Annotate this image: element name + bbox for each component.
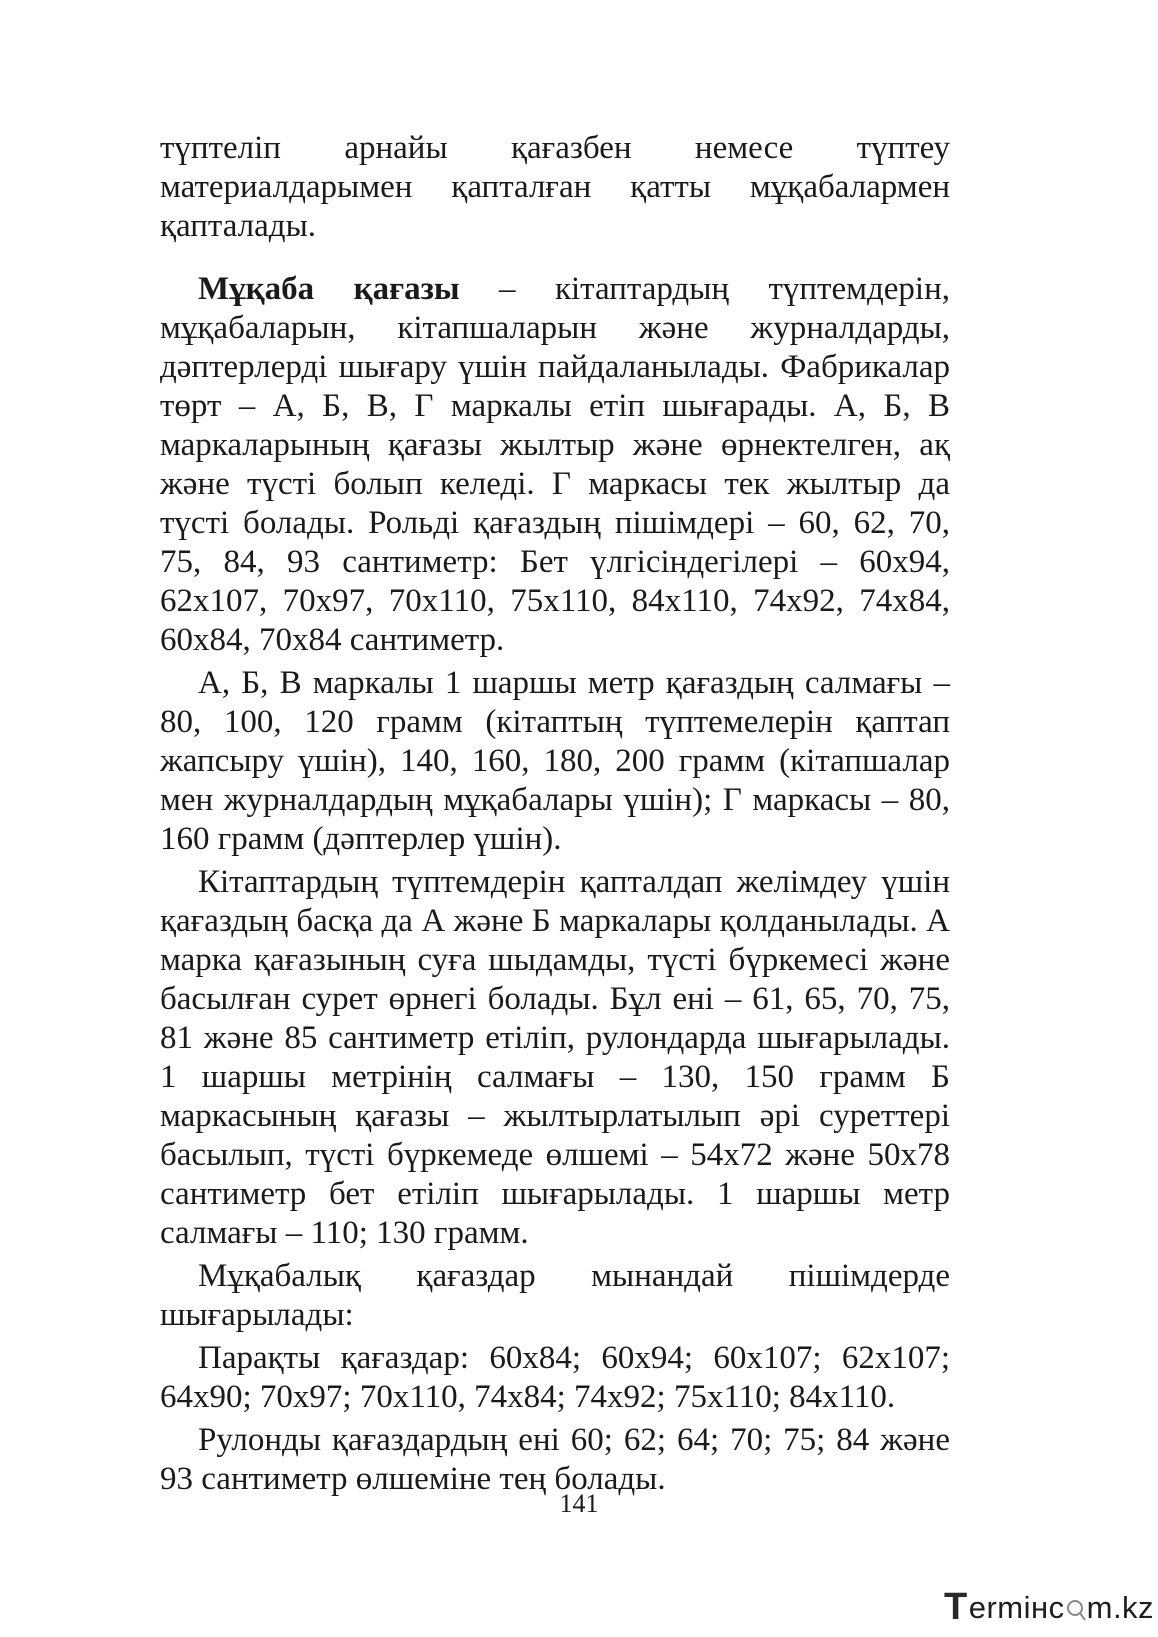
watermark-text-part1: ermінc bbox=[968, 1589, 1065, 1625]
magnifier-icon bbox=[1066, 1595, 1086, 1621]
paragraph-5: Парақты қағаздар: 60х84; 60х94; 60х107; 62х107; 64х90; 70х97; 70х110, 74х84; 74х92; 75х110; 84х110. bbox=[160, 1340, 950, 1415]
page-number: 141 bbox=[559, 1489, 599, 1518]
termincom-watermark bbox=[944, 1586, 1154, 1629]
paragraph-1 bbox=[160, 270, 950, 660]
paragraph-2: А, Б, В маркалы 1 шаршы метр қағаздың салмағы – 80, 100, 120 грамм (кітаптың түптемелерін қаптап жапсыру үшін), 140, 160, 180, 200 грамм (кітапшалар мен журналдардың мұқабалары үшін); Г маркасы – 80, 160 грамм (дәптерлер үшін). bbox=[160, 665, 950, 857]
paragraph-0: түптеліп арнайы қағазбен немесе түптеу материалдарымен қапталған қатты мұқабалармен қапталады. bbox=[160, 130, 950, 244]
paragraph-6: Рулонды қағаздардың ені 60; 62; 64; 70; 75; 84 және 93 сантиметр өлшеміне тең болады. bbox=[160, 1422, 950, 1497]
paragraph-4: Мұқабалық қағаздар мынандай пішімдерде шығарылады: bbox=[160, 1258, 950, 1333]
paragraph-1-text: – кітаптардың түптемдерін, мұқабаларын, кітапшаларын және журналдарды, дәптерлерді шығару үшін пайдаланылады. Фабрикалар төрт – А, Б, В, Г маркалы етіп шығарады. А, Б, В маркаларының қағазы жылтыр және өрнектелген, ақ және түсті болып келеді. Г маркасы тек жылтыр да түсті болады. Рольді қағаздың пішімдері – 60, 62, 70, 75, 84, 93 сантиметр: Бет үлгісіндегілері – 60х94, 62х107, 70х97, 70х110, 75х110, 84х110, 74х92, 74х84, 60х84, 70х84 сантиметр. bbox=[160, 271, 951, 658]
watermark-first-letter: T bbox=[944, 1586, 968, 1628]
watermark-text-part2: m.kz bbox=[1086, 1589, 1155, 1625]
term-mukaba-kagazy: Мұқаба қағазы bbox=[198, 271, 460, 307]
paragraph-3: Кітаптардың түптемдерін қапталдап желімдеу үшін қағаздың басқа да А және Б маркалары қолданылады. А марка қағазының суға шыдамды, түсті бүркемесі және басылған сурет өрнегі болады. Бұл ені – 61, 65, 70, 75, 81 және 85 сантиметр етіліп, рулондарда шығарылады. 1 шаршы метрінің салмағы – 130, 150 грамм Б маркасының қағазы – жылтырлатылып әрі суреттері басылып, түсті бүркемеде өлшемі – 54х72 және 50х78 сантиметр бет етіліп шығарылады. 1 шаршы метр салмағы – 110; 130 грамм. bbox=[160, 864, 950, 1251]
page-body bbox=[160, 129, 950, 1499]
